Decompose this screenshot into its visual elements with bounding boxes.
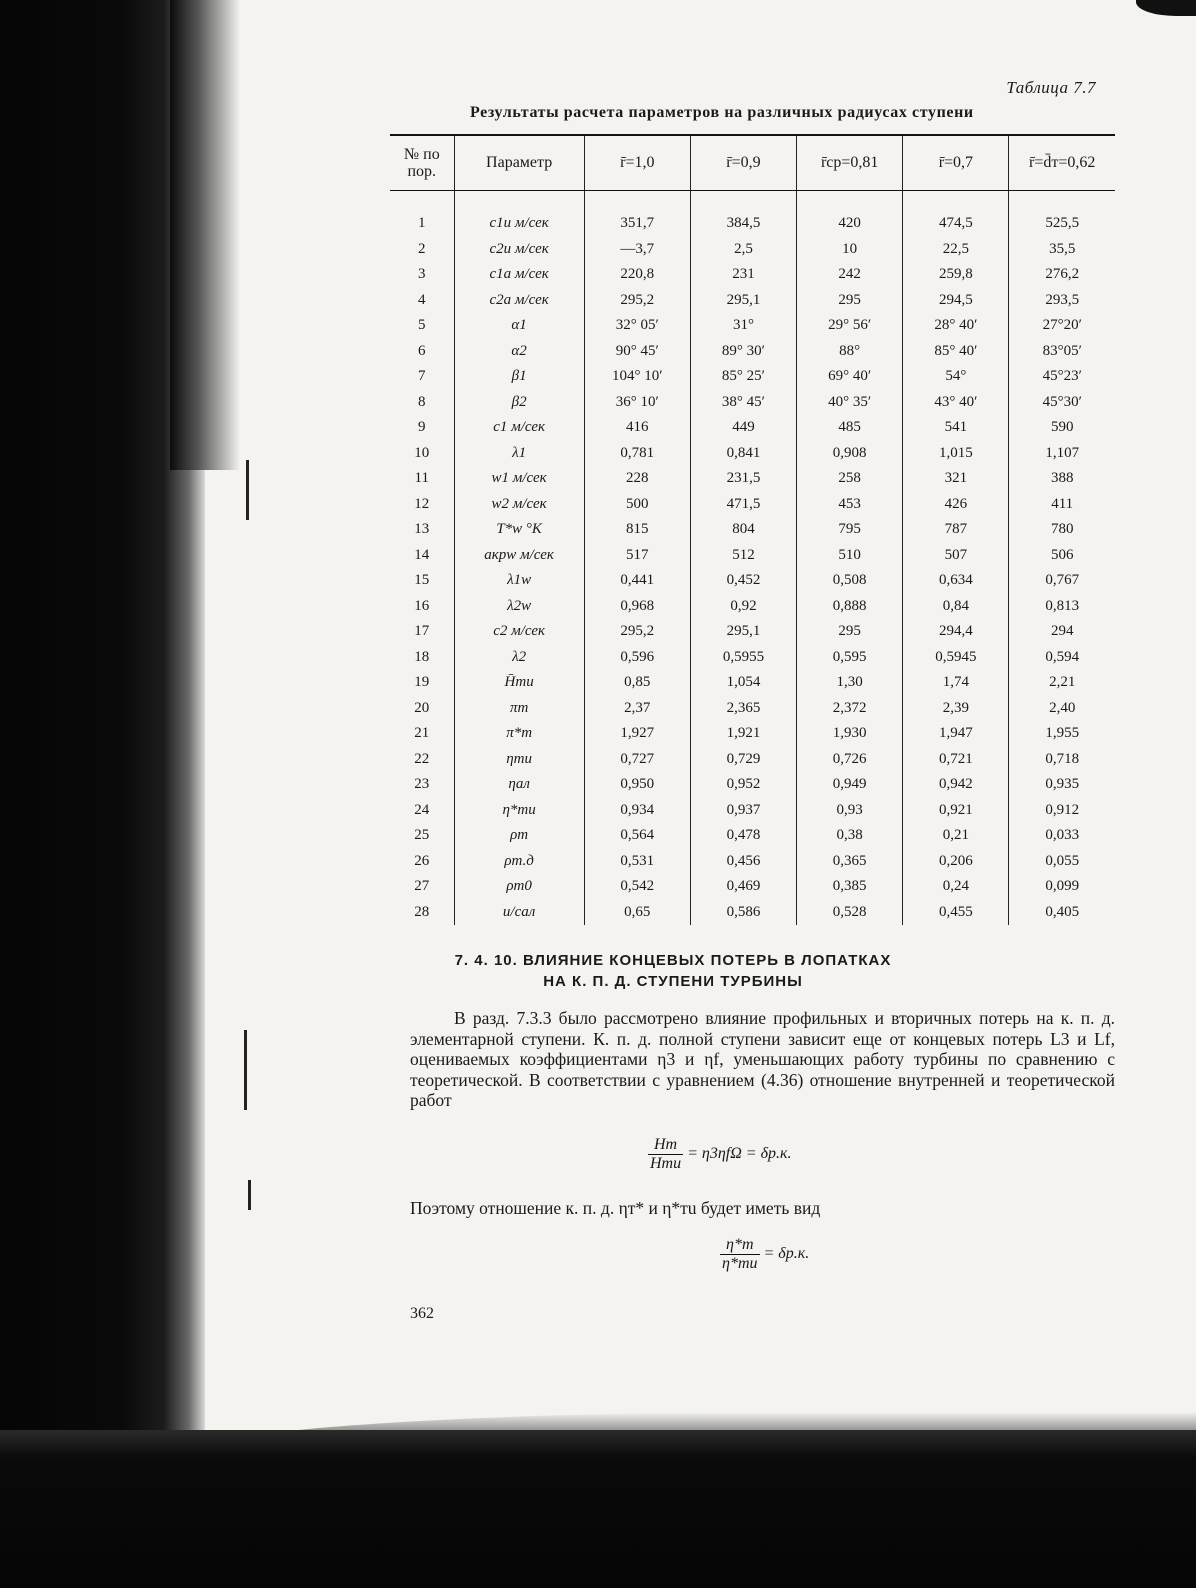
value-cell: 85° 25′ bbox=[690, 364, 796, 390]
value-cell: 0,935 bbox=[1009, 772, 1115, 798]
value-cell: 0,528 bbox=[796, 900, 902, 926]
formula-1-denominator: Hтu bbox=[650, 1155, 682, 1172]
table-row bbox=[390, 772, 1115, 798]
row-number-cell: 24 bbox=[414, 801, 430, 818]
parameter-cell: c1u м/сек bbox=[454, 211, 584, 237]
parameter-cell: c1a м/сек bbox=[454, 262, 584, 288]
column-header: r̄ср=0,81 bbox=[796, 135, 902, 191]
parameter-cell: λ2 bbox=[454, 645, 584, 671]
value-cell: 0,949 bbox=[796, 772, 902, 798]
value-cell: 0,942 bbox=[903, 772, 1009, 798]
row-number-cell: 3 bbox=[418, 266, 426, 283]
parameter-cell: ρт bbox=[454, 823, 584, 849]
value-cell: 0,24 bbox=[903, 874, 1009, 900]
value-cell: 231,5 bbox=[690, 466, 796, 492]
value-cell: 0,950 bbox=[584, 772, 690, 798]
value-cell: 32° 05′ bbox=[584, 313, 690, 339]
row-number-cell: 10 bbox=[414, 444, 430, 461]
value-cell: 804 bbox=[690, 517, 796, 543]
scan-shadow-bottom bbox=[0, 1430, 1196, 1588]
table-body bbox=[390, 191, 1115, 926]
value-cell: 1,955 bbox=[1009, 721, 1115, 747]
page-number: 362 bbox=[410, 1305, 434, 1322]
column-header: r̄=0,7 bbox=[903, 135, 1009, 191]
table-caption: Таблица 7.7 bbox=[1006, 78, 1096, 97]
value-cell: 0,594 bbox=[1009, 645, 1115, 671]
value-cell: 0,726 bbox=[796, 747, 902, 773]
value-cell: 507 bbox=[903, 543, 1009, 569]
table-row bbox=[390, 594, 1115, 620]
value-cell: 411 bbox=[1009, 492, 1115, 518]
column-header: Параметр bbox=[454, 135, 584, 191]
value-cell: 0,542 bbox=[584, 874, 690, 900]
table-row bbox=[390, 747, 1115, 773]
value-cell: 85° 40′ bbox=[903, 339, 1009, 365]
value-cell: 294,4 bbox=[903, 619, 1009, 645]
formula-2-rhs: = δр.к. bbox=[763, 1245, 810, 1263]
value-cell: 295,1 bbox=[690, 619, 796, 645]
value-cell: 500 bbox=[584, 492, 690, 518]
table-row bbox=[390, 849, 1115, 875]
table-row bbox=[390, 568, 1115, 594]
row-number-cell: 27 bbox=[414, 878, 430, 895]
formula-2-numerator: η*т bbox=[720, 1236, 760, 1255]
table-row bbox=[390, 211, 1115, 237]
value-cell: 787 bbox=[903, 517, 1009, 543]
value-cell: 89° 30′ bbox=[690, 339, 796, 365]
value-cell: 0,033 bbox=[1009, 823, 1115, 849]
formula-1-fraction bbox=[648, 1136, 683, 1173]
value-cell: 293,5 bbox=[1009, 288, 1115, 314]
value-cell: 485 bbox=[796, 415, 902, 441]
table-row bbox=[390, 262, 1115, 288]
table-row bbox=[390, 900, 1115, 926]
table-header-row bbox=[390, 135, 1115, 191]
paragraph-1-text: В разд. 7.3.3 было рассмотрено влияние профильных и вторичных потерь на к. п. д. элементарной ступени. К. п. д. полной ступени зависит еще от концевых потерь L3 и Lf, оцениваемых коэффициентами η3 и ηf, уменьшающих работу турбины по сравнению с теоретической. В соответствии с уравнением (4.36) отношение внутренней и теоретической работ bbox=[410, 1008, 1115, 1110]
value-cell: 0,93 bbox=[796, 798, 902, 824]
value-cell: 0,21 bbox=[903, 823, 1009, 849]
formula-1-numerator: Hт bbox=[648, 1136, 683, 1155]
row-number-cell: 18 bbox=[414, 648, 430, 665]
value-cell: 0,586 bbox=[690, 900, 796, 926]
value-cell: 0,841 bbox=[690, 441, 796, 467]
value-cell: 517 bbox=[584, 543, 690, 569]
table-row bbox=[390, 492, 1115, 518]
row-number-cell: 1 bbox=[418, 215, 426, 232]
table-row bbox=[390, 798, 1115, 824]
parameter-cell: H̄тu bbox=[454, 670, 584, 696]
value-cell: 0,405 bbox=[1009, 900, 1115, 926]
table-row bbox=[390, 237, 1115, 263]
table-row bbox=[390, 874, 1115, 900]
value-cell: 295 bbox=[796, 288, 902, 314]
row-number-cell: 12 bbox=[414, 495, 430, 512]
table-row bbox=[390, 441, 1115, 467]
value-cell: 0,888 bbox=[796, 594, 902, 620]
parameter-cell: c2a м/сек bbox=[454, 288, 584, 314]
value-cell: 426 bbox=[903, 492, 1009, 518]
value-cell: 295,2 bbox=[584, 619, 690, 645]
scan-shadow-top-right bbox=[1136, 0, 1196, 16]
table-row bbox=[390, 517, 1115, 543]
value-cell: 2,40 bbox=[1009, 696, 1115, 722]
row-number-cell: 23 bbox=[414, 776, 430, 793]
value-cell: 295 bbox=[796, 619, 902, 645]
row-number-cell: 25 bbox=[414, 827, 430, 844]
parameter-cell: α2 bbox=[454, 339, 584, 365]
value-cell: 780 bbox=[1009, 517, 1115, 543]
column-header: r̄=0,9 bbox=[690, 135, 796, 191]
value-cell: 36° 10′ bbox=[584, 390, 690, 416]
parameter-cell: η*тu bbox=[454, 798, 584, 824]
paragraph-2-text: Поэтому отношение к. п. д. ηт* и η*тu будет иметь вид bbox=[410, 1198, 821, 1218]
table-row bbox=[390, 313, 1115, 339]
formula-2-fraction bbox=[720, 1236, 760, 1273]
value-cell: 1,921 bbox=[690, 721, 796, 747]
value-cell: 2,21 bbox=[1009, 670, 1115, 696]
parameter-cell: c1 м/сек bbox=[454, 415, 584, 441]
value-cell: 795 bbox=[796, 517, 902, 543]
value-cell: 0,456 bbox=[690, 849, 796, 875]
section-title-line1: 7. 4. 10. ВЛИЯНИЕ КОНЦЕВЫХ ПОТЕРЬ В ЛОПАТКАХ bbox=[454, 952, 892, 969]
parameter-cell: λ1 bbox=[454, 441, 584, 467]
value-cell: 1,947 bbox=[903, 721, 1009, 747]
column-header: r̄=1,0 bbox=[584, 135, 690, 191]
value-cell: 1,054 bbox=[690, 670, 796, 696]
value-cell: 506 bbox=[1009, 543, 1115, 569]
value-cell: 1,74 bbox=[903, 670, 1009, 696]
scan-mark bbox=[248, 1180, 251, 1210]
value-cell: 0,65 bbox=[584, 900, 690, 926]
value-cell: —3,7 bbox=[584, 237, 690, 263]
value-cell: 0,455 bbox=[903, 900, 1009, 926]
parameter-cell: aкрw м/сек bbox=[454, 543, 584, 569]
value-cell: 231 bbox=[690, 262, 796, 288]
row-number-cell: 7 bbox=[418, 368, 426, 385]
value-cell: 22,5 bbox=[903, 237, 1009, 263]
value-cell: 0,5955 bbox=[690, 645, 796, 671]
value-cell: 28° 40′ bbox=[903, 313, 1009, 339]
formula-1 bbox=[648, 1136, 792, 1173]
value-cell: 0,531 bbox=[584, 849, 690, 875]
value-cell: 2,372 bbox=[796, 696, 902, 722]
value-cell: 104° 10′ bbox=[584, 364, 690, 390]
table-row bbox=[390, 339, 1115, 365]
table-row bbox=[390, 619, 1115, 645]
value-cell: 0,727 bbox=[584, 747, 690, 773]
value-cell: 2,39 bbox=[903, 696, 1009, 722]
value-cell: 1,927 bbox=[584, 721, 690, 747]
value-cell: 276,2 bbox=[1009, 262, 1115, 288]
value-cell: 88° bbox=[796, 339, 902, 365]
row-number-cell: 19 bbox=[414, 674, 430, 691]
value-cell: 2,37 bbox=[584, 696, 690, 722]
value-cell: 0,596 bbox=[584, 645, 690, 671]
parameter-cell: ηал bbox=[454, 772, 584, 798]
value-cell: 1,107 bbox=[1009, 441, 1115, 467]
row-number-cell: 8 bbox=[418, 393, 426, 410]
row-number-cell: 9 bbox=[418, 419, 426, 436]
value-cell: 83°05′ bbox=[1009, 339, 1115, 365]
table-row bbox=[390, 645, 1115, 671]
row-number-cell: 15 bbox=[414, 572, 430, 589]
value-cell: 384,5 bbox=[690, 211, 796, 237]
table-row bbox=[390, 466, 1115, 492]
value-cell: 1,930 bbox=[796, 721, 902, 747]
value-cell: 228 bbox=[584, 466, 690, 492]
value-cell: 0,85 bbox=[584, 670, 690, 696]
value-cell: 0,595 bbox=[796, 645, 902, 671]
value-cell: 0,5945 bbox=[903, 645, 1009, 671]
parameter-cell: λ1w bbox=[454, 568, 584, 594]
value-cell: 416 bbox=[584, 415, 690, 441]
table-row bbox=[390, 543, 1115, 569]
value-cell: 0,813 bbox=[1009, 594, 1115, 620]
value-cell: 29° 56′ bbox=[796, 313, 902, 339]
formula-2 bbox=[720, 1236, 809, 1273]
row-number-cell: 28 bbox=[414, 903, 430, 920]
value-cell: 43° 40′ bbox=[903, 390, 1009, 416]
parameter-cell: α1 bbox=[454, 313, 584, 339]
value-cell: 45°23′ bbox=[1009, 364, 1115, 390]
value-cell: 0,781 bbox=[584, 441, 690, 467]
value-cell: 45°30′ bbox=[1009, 390, 1115, 416]
value-cell: 420 bbox=[796, 211, 902, 237]
value-cell: 0,099 bbox=[1009, 874, 1115, 900]
row-number-cell: 13 bbox=[414, 521, 430, 538]
value-cell: 0,92 bbox=[690, 594, 796, 620]
scan-mark bbox=[244, 1030, 247, 1110]
value-cell: 259,8 bbox=[903, 262, 1009, 288]
value-cell: 258 bbox=[796, 466, 902, 492]
value-cell: 0,767 bbox=[1009, 568, 1115, 594]
table-row bbox=[390, 670, 1115, 696]
parameter-cell: λ2w bbox=[454, 594, 584, 620]
row-number-cell: 11 bbox=[414, 470, 429, 487]
parameter-cell: T*w °K bbox=[454, 517, 584, 543]
table-row bbox=[390, 364, 1115, 390]
table-row bbox=[390, 288, 1115, 314]
value-cell: 0,564 bbox=[584, 823, 690, 849]
parameter-cell: u/cал bbox=[454, 900, 584, 926]
parameter-cell: ρт.д bbox=[454, 849, 584, 875]
value-cell: 0,365 bbox=[796, 849, 902, 875]
value-cell: 321 bbox=[903, 466, 1009, 492]
value-cell: 449 bbox=[690, 415, 796, 441]
value-cell: 0,452 bbox=[690, 568, 796, 594]
value-cell: 474,5 bbox=[903, 211, 1009, 237]
parameter-cell: ρт0 bbox=[454, 874, 584, 900]
parameter-cell: ηтu bbox=[454, 747, 584, 773]
paragraph-1 bbox=[410, 1008, 1115, 1111]
formula-2-denominator: η*тu bbox=[722, 1255, 758, 1272]
parameter-cell: c2 м/сек bbox=[454, 619, 584, 645]
value-cell: 90° 45′ bbox=[584, 339, 690, 365]
row-number-cell: 26 bbox=[414, 852, 430, 869]
table-spacer-row bbox=[390, 191, 1115, 212]
value-cell: 510 bbox=[796, 543, 902, 569]
value-cell: 0,38 bbox=[796, 823, 902, 849]
value-cell: 0,84 bbox=[903, 594, 1009, 620]
value-cell: 295,1 bbox=[690, 288, 796, 314]
value-cell: 388 bbox=[1009, 466, 1115, 492]
value-cell: 2,5 bbox=[690, 237, 796, 263]
value-cell: 512 bbox=[690, 543, 796, 569]
value-cell: 525,5 bbox=[1009, 211, 1115, 237]
row-number-cell: 2 bbox=[418, 240, 426, 257]
table-title: Результаты расчета параметров на различных радиусах ступени bbox=[470, 104, 974, 121]
row-number-cell: 20 bbox=[414, 699, 430, 716]
value-cell: 0,721 bbox=[903, 747, 1009, 773]
table-row bbox=[390, 721, 1115, 747]
value-cell: 2,365 bbox=[690, 696, 796, 722]
row-number-cell: 5 bbox=[418, 317, 426, 334]
value-cell: 0,921 bbox=[903, 798, 1009, 824]
row-number-cell: 6 bbox=[418, 342, 426, 359]
value-cell: 471,5 bbox=[690, 492, 796, 518]
row-number-cell: 22 bbox=[414, 750, 430, 767]
section-title-line2: НА К. П. Д. СТУПЕНИ ТУРБИНЫ bbox=[543, 973, 803, 990]
column-header: № по пор. bbox=[390, 135, 454, 191]
value-cell: 0,952 bbox=[690, 772, 796, 798]
value-cell: 31° bbox=[690, 313, 796, 339]
value-cell: 0,937 bbox=[690, 798, 796, 824]
parameter-cell: w2 м/сек bbox=[454, 492, 584, 518]
value-cell: 541 bbox=[903, 415, 1009, 441]
value-cell: 54° bbox=[903, 364, 1009, 390]
value-cell: 0,508 bbox=[796, 568, 902, 594]
row-number-cell: 4 bbox=[418, 291, 426, 308]
scan-shadow-left-top bbox=[170, 0, 240, 470]
value-cell: 0,055 bbox=[1009, 849, 1115, 875]
value-cell: 10 bbox=[796, 237, 902, 263]
value-cell: 294,5 bbox=[903, 288, 1009, 314]
value-cell: 38° 45′ bbox=[690, 390, 796, 416]
value-cell: 0,934 bbox=[584, 798, 690, 824]
value-cell: 27°20′ bbox=[1009, 313, 1115, 339]
table-row bbox=[390, 415, 1115, 441]
value-cell: 1,015 bbox=[903, 441, 1009, 467]
table-row bbox=[390, 823, 1115, 849]
row-number-cell: 14 bbox=[414, 546, 430, 563]
parameter-cell: π*т bbox=[454, 721, 584, 747]
value-cell: 294 bbox=[1009, 619, 1115, 645]
formula-1-rhs: = η3ηfΩ = δр.к. bbox=[687, 1145, 792, 1163]
row-number-cell: 21 bbox=[414, 725, 430, 742]
table-row bbox=[390, 696, 1115, 722]
parameter-cell: w1 м/сек bbox=[454, 466, 584, 492]
column-header: r̄=d̄т=0,62 bbox=[1009, 135, 1115, 191]
parameter-cell: β1 bbox=[454, 364, 584, 390]
value-cell: 590 bbox=[1009, 415, 1115, 441]
value-cell: 220,8 bbox=[584, 262, 690, 288]
value-cell: 351,7 bbox=[584, 211, 690, 237]
value-cell: 453 bbox=[796, 492, 902, 518]
row-number-cell: 17 bbox=[414, 623, 430, 640]
value-cell: 69° 40′ bbox=[796, 364, 902, 390]
value-cell: 0,441 bbox=[584, 568, 690, 594]
value-cell: 40° 35′ bbox=[796, 390, 902, 416]
parameter-cell: πт bbox=[454, 696, 584, 722]
value-cell: 1,30 bbox=[796, 670, 902, 696]
paragraph-2 bbox=[410, 1198, 1115, 1219]
value-cell: 0,718 bbox=[1009, 747, 1115, 773]
value-cell: 815 bbox=[584, 517, 690, 543]
value-cell: 35,5 bbox=[1009, 237, 1115, 263]
parameter-cell: β2 bbox=[454, 390, 584, 416]
value-cell: 0,729 bbox=[690, 747, 796, 773]
table-row bbox=[390, 390, 1115, 416]
value-cell: 0,912 bbox=[1009, 798, 1115, 824]
value-cell: 0,469 bbox=[690, 874, 796, 900]
parameter-cell: c2u м/сек bbox=[454, 237, 584, 263]
value-cell: 242 bbox=[796, 262, 902, 288]
row-number-cell: 16 bbox=[414, 597, 430, 614]
value-cell: 0,968 bbox=[584, 594, 690, 620]
value-cell: 0,908 bbox=[796, 441, 902, 467]
value-cell: 0,206 bbox=[903, 849, 1009, 875]
value-cell: 295,2 bbox=[584, 288, 690, 314]
value-cell: 0,385 bbox=[796, 874, 902, 900]
value-cell: 0,478 bbox=[690, 823, 796, 849]
value-cell: 0,634 bbox=[903, 568, 1009, 594]
results-table bbox=[390, 134, 1115, 925]
scan-mark bbox=[246, 460, 249, 520]
